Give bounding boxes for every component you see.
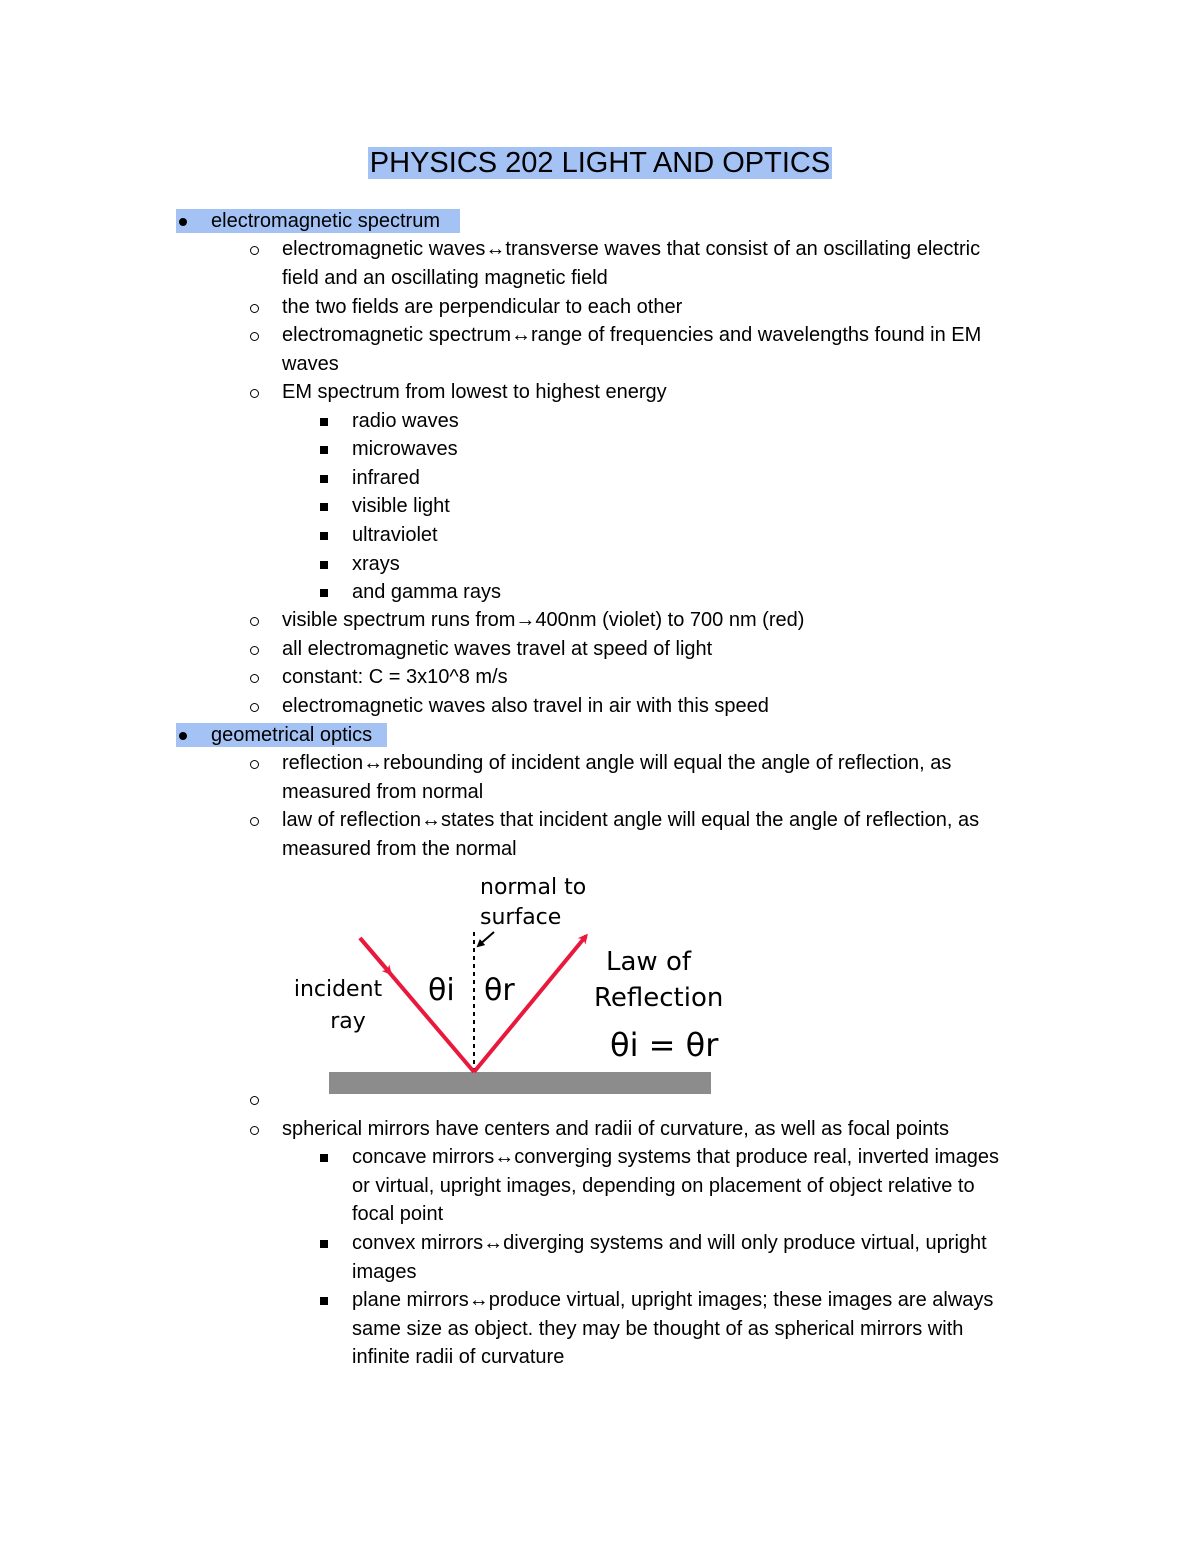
bullet-square (320, 532, 328, 540)
sub-list-item: visible light (352, 495, 450, 517)
bullet-circle (250, 617, 259, 626)
sub-list-item: radio waves (352, 410, 459, 432)
incident-ray-arrow (360, 938, 390, 973)
section-heading: electromagnetic spectrum (211, 210, 440, 232)
bullet-circle (250, 304, 259, 313)
theta-i-label: θi (428, 973, 455, 1008)
bullet-circle (250, 646, 259, 655)
list-item: constant: C = 3x10^8 m/s (282, 666, 508, 688)
list-item-continuation: measured from normal (282, 781, 484, 803)
sub-list-item-continuation: infinite radii of curvature (352, 1346, 565, 1368)
sub-list-item-continuation: or virtual, upright images, depending on placement of object relative to (352, 1175, 975, 1197)
list-item: EM spectrum from lowest to highest energy (282, 381, 667, 403)
bullet-square (320, 503, 328, 511)
list-item: law of reflection↔states that incident angle will equal the angle of reflection, as (282, 809, 980, 831)
section-heading: geometrical optics (211, 724, 373, 746)
bullet-disc (179, 218, 187, 226)
sub-list-item-continuation: focal point (352, 1203, 444, 1225)
sub-list-item: ultraviolet (352, 524, 438, 546)
bullet-square (320, 418, 328, 426)
bullet-circle (250, 703, 259, 712)
list-item: the two fields are perpendicular to each other (282, 296, 683, 318)
sub-list-item: plane mirrors↔produce virtual, upright images; these images are always (352, 1289, 994, 1311)
list-item: all electromagnetic waves travel at speed of light (282, 638, 713, 660)
law-of-reflection-diagram (290, 866, 730, 1098)
bullet-circle (250, 1096, 259, 1105)
list-item: electromagnetic waves↔transverse waves that consist of an oscillating electric (282, 238, 981, 260)
sub-list-item: xrays (352, 553, 400, 575)
bullet-square (320, 475, 328, 483)
bullet-circle (250, 246, 259, 255)
list-item: visible spectrum runs from→400nm (violet) to 700 nm (red) (282, 609, 805, 631)
bullet-square (320, 1297, 328, 1305)
normal-label-line-1: normal to (480, 875, 587, 900)
list-item: spherical mirrors have centers and radii of curvature, as well as focal points (282, 1118, 949, 1140)
bullet-square (320, 446, 328, 454)
sub-list-item: microwaves (352, 438, 458, 460)
bullet-square (320, 1154, 328, 1162)
sub-list-item: infrared (352, 467, 420, 489)
bullet-square (320, 561, 328, 569)
incident-label-line-1: incident (293, 977, 383, 1002)
list-item: electromagnetic waves also travel in air with this speed (282, 695, 769, 717)
bullet-circle (250, 1126, 259, 1135)
bullet-circle (250, 760, 259, 769)
law-label-line-2: Reflection (594, 983, 724, 1013)
bullet-square (320, 1240, 328, 1248)
normal-label-pointer (478, 932, 494, 946)
sub-list-item-continuation: images (352, 1261, 417, 1283)
normal-label-line-2: surface (480, 905, 562, 930)
bullet-disc (179, 732, 187, 740)
list-item-continuation: measured from the normal (282, 838, 517, 860)
bullet-circle (250, 674, 259, 683)
theta-r-label: θr (484, 973, 515, 1008)
incident-label-line-2: ray (330, 1009, 366, 1034)
sub-list-item: concave mirrors↔converging systems that produce real, inverted images (352, 1146, 999, 1168)
mirror-surface (329, 1072, 711, 1094)
equation-label: θi = θr (610, 1026, 719, 1064)
sub-list-item: and gamma rays (352, 581, 501, 603)
list-item-continuation: waves (282, 353, 339, 375)
page-title: PHYSICS 202 LIGHT AND OPTICS (369, 147, 831, 179)
sub-list-item: convex mirrors↔diverging systems and will only produce virtual, upright (352, 1232, 987, 1254)
bullet-circle (250, 332, 259, 341)
sub-list-item-continuation: same size as object. they may be thought of as spherical mirrors with (352, 1318, 964, 1340)
law-label-line-1: Law of (606, 947, 692, 977)
bullet-circle (250, 817, 259, 826)
list-item: reflection↔rebounding of incident angle will equal the angle of reflection, as (282, 752, 952, 774)
bullet-square (320, 589, 328, 597)
list-item: electromagnetic spectrum↔range of frequencies and wavelengths found in EM (282, 324, 982, 346)
list-item-continuation: field and an oscillating magnetic field (282, 267, 608, 289)
bullet-circle (250, 389, 259, 398)
